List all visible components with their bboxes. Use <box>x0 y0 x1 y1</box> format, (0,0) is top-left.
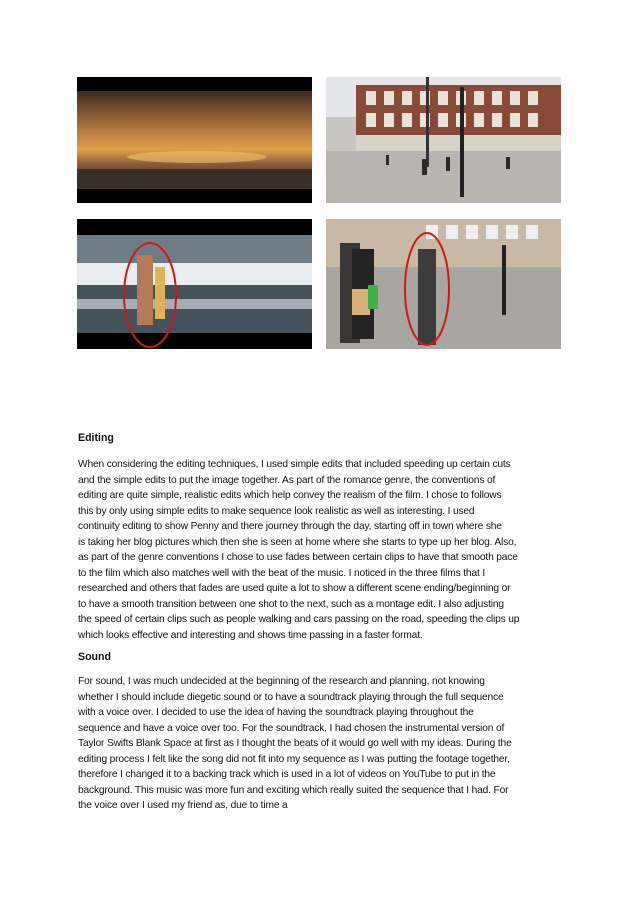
sound-line: whether I should include diegetic sound or to have a soundtrack playing through the full sequence <box>78 691 504 703</box>
sound-line: editing process I felt like the song did not fit into my sequence as I was putting the footage together, <box>78 753 510 765</box>
penny-circled-street-image <box>326 219 561 349</box>
sound-paragraph <box>78 674 564 814</box>
sunset-beach-image <box>77 77 312 203</box>
editing-line: to have a smooth transition between one shot to the next, such as a montage edit. I also adjusting <box>78 598 504 610</box>
editing-line: as part of the genre conventions I chose to use fades between certain clips to have that smooth pace <box>78 552 518 564</box>
editing-line: which looks effective and interesting and shows time passing in a faster format. <box>78 630 423 642</box>
sound-line: with a voice over. I decided to use the idea of having the soundtrack playing throughout the <box>78 707 474 719</box>
editing-line: is taking her blog pictures which then she is seen at home where she starts to type up her blog. Also, <box>78 536 517 548</box>
sound-heading: Sound <box>78 651 111 663</box>
town-street-image <box>326 77 561 203</box>
sound-line: the voice over I used my friend as, due to time a <box>78 800 288 812</box>
editing-line: and the simple edits to put the image together. As part of the romance genre, the conventions of <box>78 474 496 486</box>
surfer-circled-image <box>77 219 312 349</box>
editing-line: When considering the editing techniques, I used simple edits that included speeding up certain cuts <box>78 459 511 470</box>
editing-heading: Editing <box>78 432 114 444</box>
editing-line: this by only using simple edits to make sequence look realistic as well as interesting. I used <box>78 505 475 517</box>
editing-line: the speed of certain clips such as people walking and cars passing on the road, speeding the clips up <box>78 614 520 626</box>
sound-line: therefore I changed it to a backing track which is used in a lot of videos on YouTube to put in the <box>78 769 496 781</box>
sound-line: Taylor Swifts Blank Space at first as I thought the beats of it would go well with my ideas. During the <box>78 738 512 750</box>
editing-line: continuity editing to show Penny and there journey through the day, starting off in town where she <box>78 521 502 533</box>
editing-paragraph <box>78 457 564 644</box>
sound-line: sequence and have a voice over too. For the soundtrack, I had chosen the instrumental version of <box>78 722 505 734</box>
sound-line: background. This music was more fun and exciting which really suited the sequence that I had. For <box>78 784 509 796</box>
sound-line: For sound, I was much undecided at the beginning of the research and planning, not knowing <box>78 676 485 687</box>
editing-line: editing are quite simple, realistic edits which help convey the realism of the film. I chose to follows <box>78 490 502 502</box>
editing-line: researched and others that fades are used quite a lot to show a different scene ending/beginning or <box>78 583 511 595</box>
editing-line: to the film which also matches well with the beat of the music. I noticed in the three films that I <box>78 567 485 579</box>
